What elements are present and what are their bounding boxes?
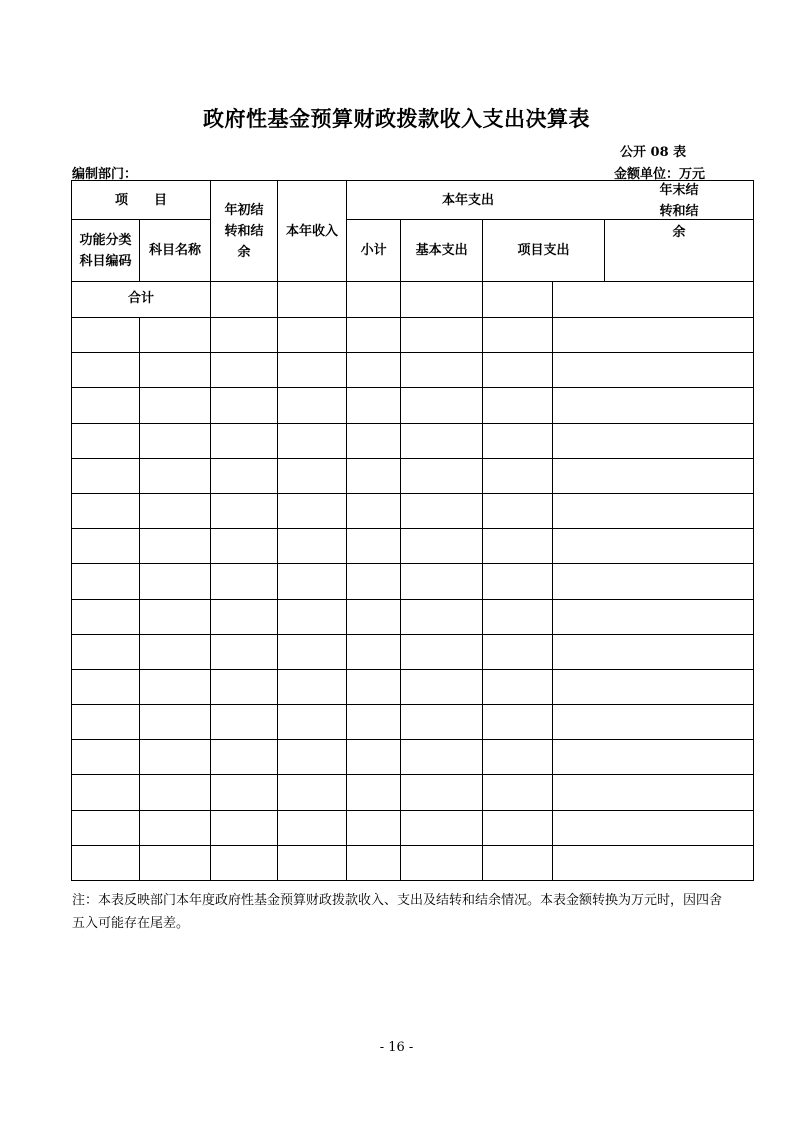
table-cell [211, 458, 278, 493]
table-cell [72, 388, 140, 423]
table-cell [401, 669, 483, 704]
table-cell [347, 705, 401, 740]
header-func-code-text: 功能分类科目编码 [79, 232, 132, 269]
table-cell [552, 669, 753, 704]
table-cell [211, 740, 278, 775]
table-cell [140, 423, 211, 458]
table-cell [347, 423, 401, 458]
table-cell [211, 634, 278, 669]
table-row [72, 353, 754, 388]
table-cell [211, 353, 278, 388]
table-cell [483, 634, 553, 669]
header-basic: 基本支出 [401, 220, 483, 282]
table-cell [347, 458, 401, 493]
table-cell [140, 318, 211, 353]
table-cell [140, 775, 211, 810]
table-row [72, 740, 754, 775]
table-cell [401, 282, 483, 318]
table-cell [552, 318, 753, 353]
total-label: 合计 [72, 282, 211, 318]
table-cell [72, 318, 140, 353]
table-row [72, 634, 754, 669]
table-cell [483, 353, 553, 388]
table-cell [401, 599, 483, 634]
table-cell [401, 845, 483, 880]
table-cell [72, 669, 140, 704]
table-cell [552, 388, 753, 423]
table-row [72, 599, 754, 634]
table-cell [140, 529, 211, 564]
table-cell [552, 423, 753, 458]
table-cell [401, 318, 483, 353]
table-cell [401, 388, 483, 423]
table-cell [552, 775, 753, 810]
table-cell [483, 775, 553, 810]
table-cell [211, 318, 278, 353]
table-cell [278, 282, 347, 318]
table-cell [72, 740, 140, 775]
unit-label: 金额单位：万元 [613, 167, 705, 182]
table-cell [483, 423, 553, 458]
table-cell [401, 634, 483, 669]
table-row [72, 423, 754, 458]
table-cell [552, 634, 753, 669]
table-cell [552, 493, 753, 528]
table-cell [347, 634, 401, 669]
table-cell [278, 669, 347, 704]
table-row [72, 458, 754, 493]
table-cell [347, 318, 401, 353]
header-row-2 [72, 220, 754, 282]
table-cell [401, 493, 483, 528]
table-cell [278, 634, 347, 669]
table-cell [72, 493, 140, 528]
table-cell [401, 423, 483, 458]
page-title: 政府性基金预算财政拨款收入支出决算表 [203, 107, 590, 131]
table-row [72, 845, 754, 880]
table-cell [483, 282, 553, 318]
department-label: 编制部门： [72, 167, 138, 182]
header-project: 项目支出 [483, 220, 605, 281]
table-cell [401, 740, 483, 775]
table-row [72, 810, 754, 845]
table-cell [278, 493, 347, 528]
header-income: 本年收入 [278, 181, 347, 282]
table-cell [278, 423, 347, 458]
table-cell [483, 493, 553, 528]
table-cell [211, 775, 278, 810]
table-cell [140, 564, 211, 599]
table-cell [72, 353, 140, 388]
header-func-code [72, 220, 140, 282]
table-cell [140, 493, 211, 528]
table-cell [278, 599, 347, 634]
table-cell [347, 353, 401, 388]
table-cell [72, 845, 140, 880]
table-cell [347, 775, 401, 810]
table-cell [278, 318, 347, 353]
table-cell [278, 458, 347, 493]
table-cell [278, 705, 347, 740]
table-cell [211, 599, 278, 634]
table-row [72, 318, 754, 353]
table-cell [483, 564, 553, 599]
header-subtotal: 小计 [347, 220, 401, 282]
form-number: 公开 08 表 [620, 145, 687, 160]
header-project-cell [483, 183, 754, 282]
table-row [72, 669, 754, 704]
table-cell [347, 493, 401, 528]
table-cell [211, 705, 278, 740]
total-row [72, 282, 754, 318]
table-cell [401, 564, 483, 599]
table-cell [211, 423, 278, 458]
header-subject-name: 科目名称 [140, 220, 211, 282]
table-cell [140, 810, 211, 845]
table-cell [483, 705, 553, 740]
table-cell [483, 318, 553, 353]
footnote: 注：本表反映部门本年度政府性基金预算财政拨款收入、支出及结转和结余情况。本表金额转换为万元时，因四舍五入可能存在尾差。 [72, 893, 723, 931]
table-cell [347, 740, 401, 775]
table-cell [140, 599, 211, 634]
table-cell [401, 810, 483, 845]
table-cell [211, 529, 278, 564]
table-cell [140, 705, 211, 740]
table-cell [552, 353, 753, 388]
table-cell [347, 529, 401, 564]
table-cell [483, 669, 553, 704]
table-cell [140, 740, 211, 775]
table-cell [483, 388, 553, 423]
table-cell [72, 423, 140, 458]
table-cell [347, 669, 401, 704]
table-cell [72, 634, 140, 669]
table-cell [140, 388, 211, 423]
table-cell [483, 599, 553, 634]
table-row [72, 493, 754, 528]
table-cell [140, 634, 211, 669]
header-begin-balance [211, 181, 278, 282]
header-end-balance [605, 142, 753, 281]
table-cell [140, 845, 211, 880]
table-cell [278, 564, 347, 599]
table-cell [552, 740, 753, 775]
table-cell [278, 529, 347, 564]
table-cell [72, 564, 140, 599]
table-cell [401, 353, 483, 388]
header-expense-text: 本年支出 [442, 192, 495, 208]
table-cell [72, 529, 140, 564]
table-cell [401, 775, 483, 810]
table-cell [401, 529, 483, 564]
table-cell [211, 493, 278, 528]
budget-table [71, 180, 754, 881]
table-cell [552, 599, 753, 634]
table-cell [211, 388, 278, 423]
table-row [72, 705, 754, 740]
table-row [72, 529, 754, 564]
table-cell [483, 529, 553, 564]
page-number: - 16 - [379, 1040, 414, 1055]
table-cell [140, 353, 211, 388]
table-cell [552, 282, 753, 318]
table-row [72, 775, 754, 810]
table-cell [483, 845, 553, 880]
table-cell [72, 775, 140, 810]
table-cell [72, 599, 140, 634]
table-cell [401, 458, 483, 493]
table-cell [347, 599, 401, 634]
table-cell [552, 458, 753, 493]
table-cell [278, 353, 347, 388]
table-cell [72, 705, 140, 740]
table-cell [278, 775, 347, 810]
table-cell [211, 845, 278, 880]
header-begin-balance-text: 年初结转和结余 [224, 202, 264, 260]
table-cell [347, 810, 401, 845]
table-cell [483, 458, 553, 493]
table-cell [278, 740, 347, 775]
table-cell [483, 810, 553, 845]
table-cell [347, 564, 401, 599]
header-item: 项 目 [72, 181, 211, 220]
table-cell [552, 529, 753, 564]
table-row [72, 388, 754, 423]
table-cell [552, 705, 753, 740]
table-cell [278, 388, 347, 423]
table-cell [347, 845, 401, 880]
table-cell [140, 669, 211, 704]
table-cell [278, 810, 347, 845]
table-cell [72, 810, 140, 845]
table-cell [278, 845, 347, 880]
table-cell [211, 564, 278, 599]
table-cell [347, 388, 401, 423]
table-cell [211, 810, 278, 845]
table-cell [483, 740, 553, 775]
table-row [72, 564, 754, 599]
table-cell [552, 845, 753, 880]
table-cell [552, 810, 753, 845]
table-cell [347, 282, 401, 318]
header-end-balance-text: 年末结转和结余 [659, 183, 699, 240]
table-cell [401, 705, 483, 740]
table-cell [211, 669, 278, 704]
table-cell [211, 282, 278, 318]
table-cell [140, 458, 211, 493]
table-cell [72, 458, 140, 493]
table-cell [552, 564, 753, 599]
